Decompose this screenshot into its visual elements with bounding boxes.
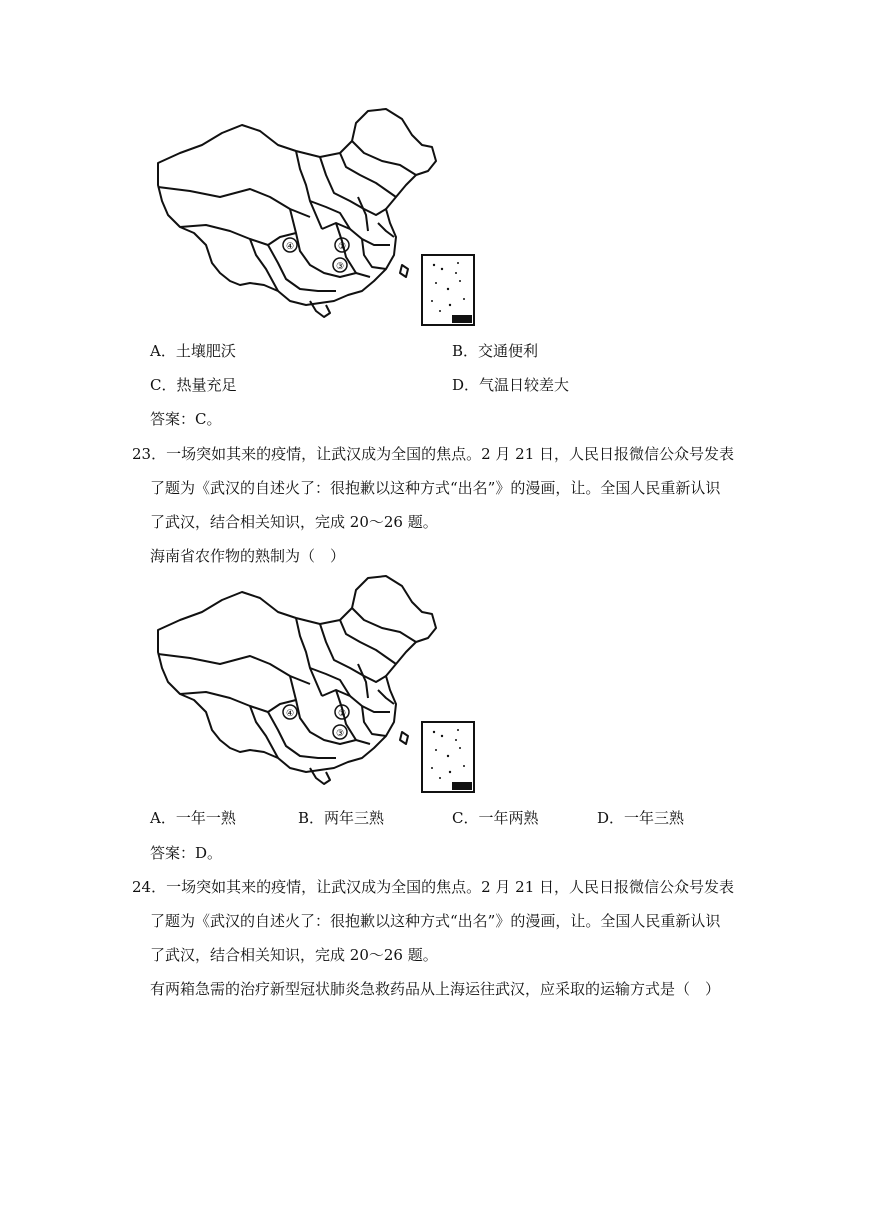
map2-label-3: ③ bbox=[335, 729, 345, 739]
q22-option-a[interactable]: A．土壤肥沃 bbox=[150, 342, 236, 360]
q23-option-d[interactable]: D．一年三熟 bbox=[597, 809, 685, 827]
south-china-sea-inset-2 bbox=[422, 722, 474, 792]
south-china-sea-inset bbox=[422, 255, 474, 325]
q23-option-a[interactable]: A．一年一熟 bbox=[150, 809, 236, 827]
map2-label-4: ④ bbox=[285, 709, 295, 719]
q23-stem-line3: 了武汉，结合相关知识，完成 20～26 题。 bbox=[150, 513, 438, 531]
q24-question: 有两箱急需的治疗新型冠状肺炎急救药品从上海运往武汉，应采取的运输方式是（ ） bbox=[150, 980, 721, 998]
china-map-svg bbox=[150, 105, 480, 330]
map-label-1: ① bbox=[337, 242, 347, 252]
china-map-svg-2 bbox=[150, 572, 480, 797]
q23-stem-line1: 23．一场突如其来的疫情，让武汉成为全国的焦点。2 月 21 日，人民日报微信公众号发表 bbox=[132, 445, 735, 463]
map2-label-1: ① bbox=[337, 709, 347, 719]
q23-stem-line2: 了题为《武汉的自述火了：很抱歉以这种方式“出名”》的漫画，让。全国人民重新认识 bbox=[150, 479, 721, 497]
china-map-figure bbox=[150, 105, 480, 330]
q22-option-c[interactable]: C．热量充足 bbox=[150, 376, 237, 394]
q23-answer: 答案：D。 bbox=[150, 844, 223, 862]
china-outline-2 bbox=[158, 576, 436, 772]
q22-option-b[interactable]: B．交通便利 bbox=[452, 342, 539, 360]
q24-stem-line1: 24．一场突如其来的疫情，让武汉成为全国的焦点。2 月 21 日，人民日报微信公众号发表 bbox=[132, 878, 735, 896]
china-map-figure-2 bbox=[150, 572, 480, 797]
map-label-4: ④ bbox=[285, 242, 295, 252]
q22-answer: 答案：C。 bbox=[150, 410, 222, 428]
q22-option-d[interactable]: D．气温日较差大 bbox=[452, 376, 570, 394]
q23-question: 海南省农作物的熟制为（ ） bbox=[150, 547, 346, 565]
china-outline bbox=[158, 109, 436, 305]
map-label-3: ③ bbox=[335, 262, 345, 272]
q23-option-c[interactable]: C．一年两熟 bbox=[452, 809, 539, 827]
q23-option-b[interactable]: B．两年三熟 bbox=[298, 809, 385, 827]
q24-stem-line3: 了武汉，结合相关知识，完成 20～26 题。 bbox=[150, 946, 438, 964]
q24-stem-line2: 了题为《武汉的自述火了：很抱歉以这种方式“出名”》的漫画，让。全国人民重新认识 bbox=[150, 912, 721, 930]
